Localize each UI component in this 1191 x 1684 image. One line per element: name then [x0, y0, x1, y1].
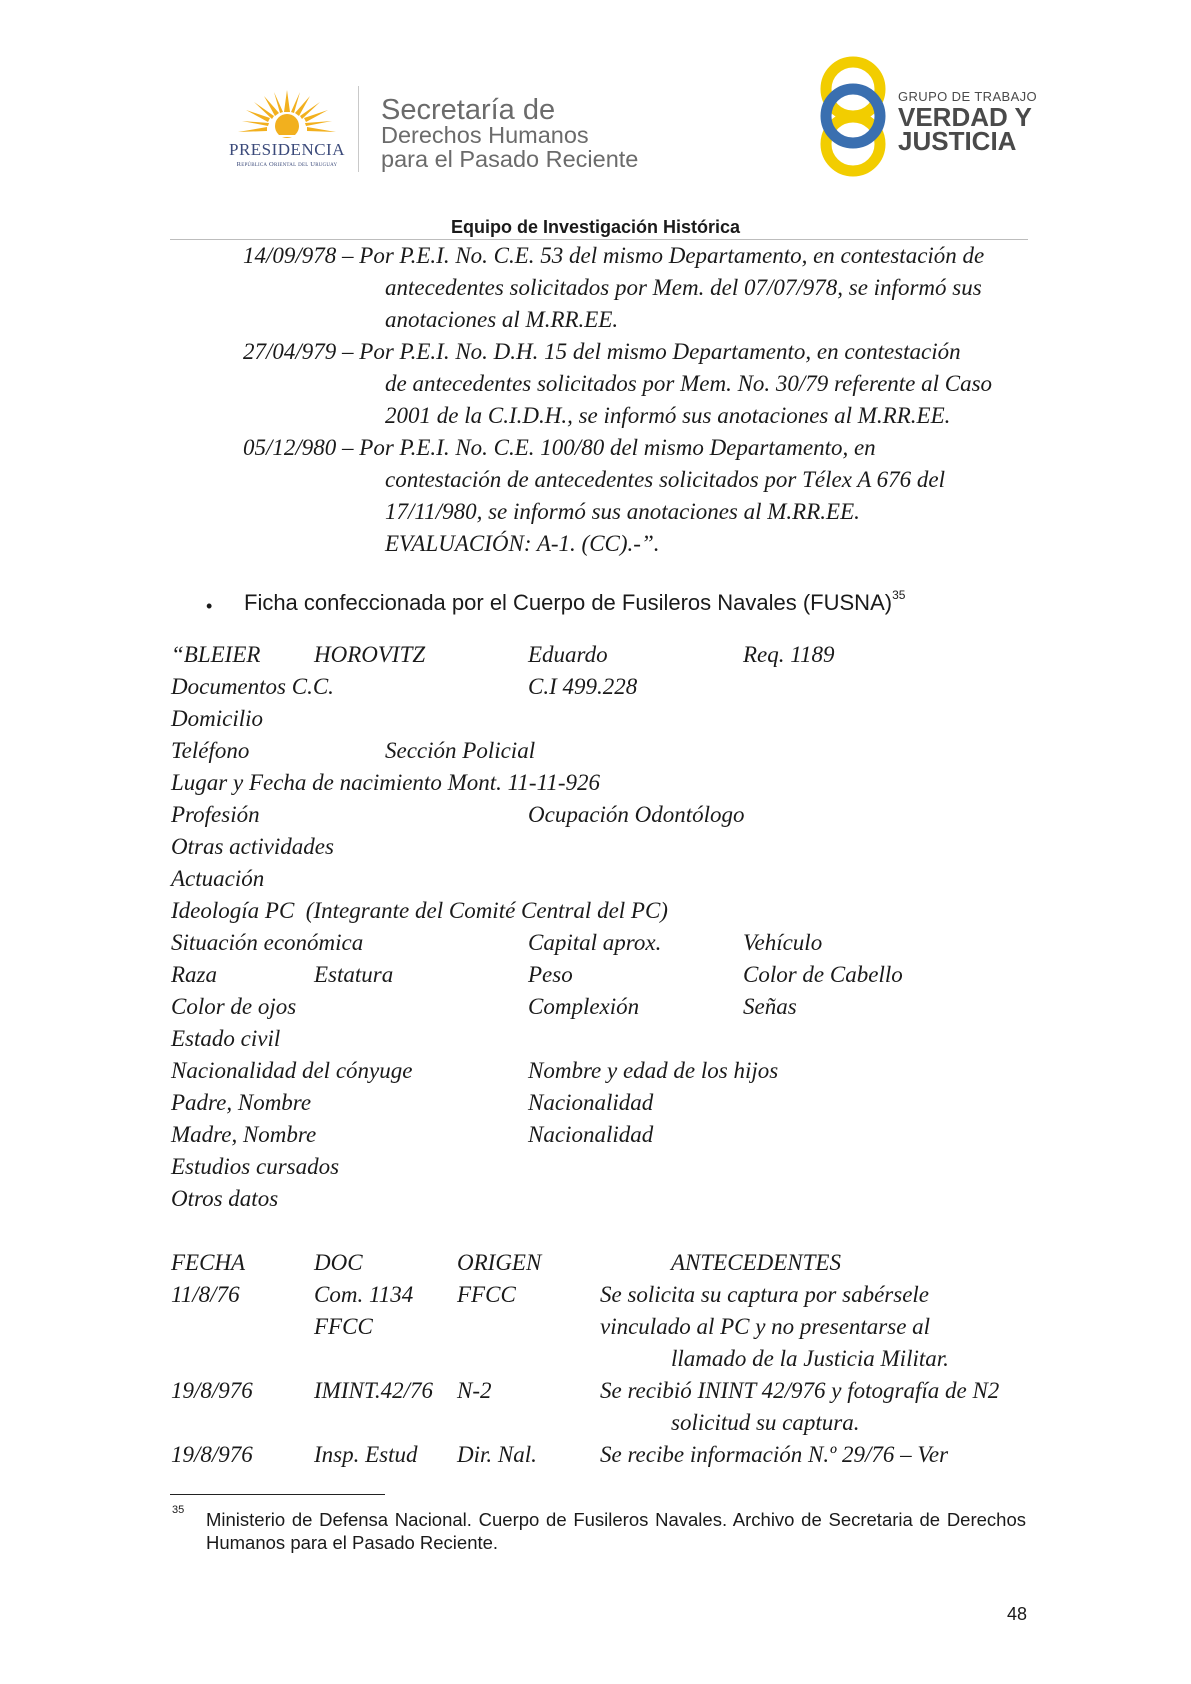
ficha-field: HOROVITZ	[314, 642, 426, 667]
table-header-doc: DOC	[314, 1250, 363, 1275]
table-cell-fecha: 11/8/76	[171, 1282, 240, 1307]
secretaria-line1: Secretaría de	[381, 94, 556, 126]
ficha-field: Profesión	[171, 802, 260, 827]
table-cell-antecedentes: Se recibe información N.º 29/76 – Ver	[600, 1442, 949, 1467]
ficha-field: Padre, Nombre	[171, 1090, 312, 1115]
ficha-field: Sección Policial	[385, 738, 536, 763]
ficha-field: Capital aprox.	[528, 930, 662, 955]
ficha-field: Ocupación Odontólogo	[528, 802, 745, 827]
ficha-field: Teléfono	[171, 738, 250, 763]
table-cell-doc: IMINT.42/76	[314, 1378, 434, 1403]
page-number: 48	[1007, 1604, 1028, 1624]
ficha-field: Nacionalidad	[528, 1090, 654, 1115]
ficha-field: Estatura	[314, 962, 394, 987]
grupo-line2: VERDAD Y	[898, 102, 1032, 132]
ficha-field: Peso	[528, 962, 573, 987]
ficha-field: Raza	[171, 962, 217, 987]
table-cell-doc: FFCC	[314, 1314, 373, 1339]
entry-1-line: antecedentes solicitados por Mem. del 07/07/978, se informó sus	[385, 275, 982, 300]
ficha-field: Nombre y edad de los hijos	[528, 1058, 779, 1083]
table-header-antecedentes: ANTECEDENTES	[671, 1250, 841, 1275]
ficha-field: Vehículo	[743, 930, 823, 955]
ficha-field: Documentos C.C.	[171, 674, 334, 699]
grupo-line1: GRUPO DE TRABAJO	[898, 89, 1038, 104]
table-cell-antecedentes: Se recibió ININT 42/976 y fotografía de N2	[600, 1378, 1000, 1403]
ficha-field: Nacionalidad del cónyuge	[171, 1058, 413, 1083]
ficha-field: Situación económica	[171, 930, 364, 955]
header-rule	[170, 239, 1028, 240]
grupo-line3: JUSTICIA	[898, 126, 1017, 156]
presidencia-subtitle: República Oriental del Uruguay	[236, 161, 338, 168]
table-cell-origen: FFCC	[457, 1282, 516, 1307]
ficha-field: Otras actividades	[171, 834, 334, 859]
header-divider	[358, 86, 359, 172]
table-cell-fecha: 19/8/976	[171, 1442, 253, 1467]
footnote-number: 35	[172, 1504, 185, 1516]
entry-1-lead: 14/09/978 – Por P.E.I. No. C.E. 53 del mismo Departamento, en contestación de	[243, 243, 985, 268]
bullet-dot: •	[206, 596, 213, 616]
table-cell-antecedentes: llamado de la Justicia Militar.	[671, 1346, 949, 1371]
ficha-field: “BLEIER	[171, 642, 261, 667]
entry-3-line: EVALUACIÓN: A-1. (CC).-”.	[385, 531, 660, 556]
entry-2-line: 2001 de la C.I.D.H., se informó sus anotaciones al M.RR.EE.	[385, 403, 951, 428]
entry-2-line: de antecedentes solicitados por Mem. No. 30/79 referente al Caso	[385, 371, 993, 396]
secretaria-line3: para el Pasado Reciente	[381, 146, 639, 172]
entry-1-line: anotaciones al M.RR.EE.	[385, 307, 619, 332]
table-cell-antecedentes: solicitud su captura.	[671, 1410, 860, 1435]
ficha-field: Complexión	[528, 994, 640, 1019]
entry-3-line: contestación de antecedentes solicitados por Télex A 676 del	[385, 467, 945, 492]
entry-2-lead: 27/04/979 – Por P.E.I. No. D.H. 15 del mismo Departamento, en contestación	[243, 339, 961, 364]
ficha-field: Estado civil	[171, 1026, 281, 1051]
presidencia-title: PRESIDENCIA	[228, 140, 345, 159]
ficha-field: Domicilio	[171, 706, 263, 731]
table-header-origen: ORIGEN	[457, 1250, 542, 1275]
ficha-field: Color de Cabello	[743, 962, 903, 987]
table-cell-antecedentes: vinculado al PC y no presentarse al	[600, 1314, 931, 1339]
ficha-field: C.I 499.228	[528, 674, 638, 699]
ficha-field: Color de ojos	[171, 994, 297, 1019]
footnote-ref: 35	[892, 588, 906, 602]
footnote-rule	[170, 1494, 385, 1495]
ficha-field: Lugar y Fecha de nacimiento Mont. 11-11-926	[171, 770, 601, 795]
team-title: Equipo de Investigación Histórica	[450, 217, 741, 237]
ficha-field: Actuación	[171, 866, 265, 891]
table-cell-doc: Insp. Estud	[314, 1442, 418, 1467]
ficha-field: Eduardo	[528, 642, 608, 667]
table-cell-fecha: 19/8/976	[171, 1378, 253, 1403]
entry-3-line: 17/11/980, se informó sus anotaciones al M.RR.EE.	[385, 499, 860, 524]
table-cell-antecedentes: Se solicita su captura por sabérsele	[600, 1282, 929, 1307]
table-cell-origen: N-2	[457, 1378, 492, 1403]
secretaria-line2: Derechos Humanos	[381, 122, 589, 148]
footnote-text: Ministerio de Defensa Nacional. Cuerpo de Fusileros Navales. Archivo de Secretaria de Derechos Humanos para el Pasado Reciente.	[206, 1509, 1026, 1553]
bullet-text: Ficha confeccionada por el Cuerpo de Fusileros Navales (FUSNA)$^{35}$	[244, 588, 906, 615]
ficha-field: Nacionalidad	[528, 1122, 654, 1147]
table-header-fecha: FECHA	[171, 1250, 246, 1275]
verdad-justicia-rings-logo	[818, 54, 908, 180]
ficha-field: Otros datos	[171, 1186, 279, 1211]
ficha-field: Req. 1189	[743, 642, 835, 667]
table-cell-origen: Dir. Nal.	[457, 1442, 537, 1467]
ficha-field: Madre, Nombre	[171, 1122, 317, 1147]
entry-3-lead: 05/12/980 – Por P.E.I. No. C.E. 100/80 del mismo Departamento, en	[243, 435, 876, 460]
ficha-field: Señas	[743, 994, 797, 1019]
table-cell-doc: Com. 1134	[314, 1282, 414, 1307]
ficha-field: Ideología PC (Integrante del Comité Central del PC)	[171, 898, 668, 923]
ficha-field: Estudios cursados	[171, 1154, 340, 1179]
